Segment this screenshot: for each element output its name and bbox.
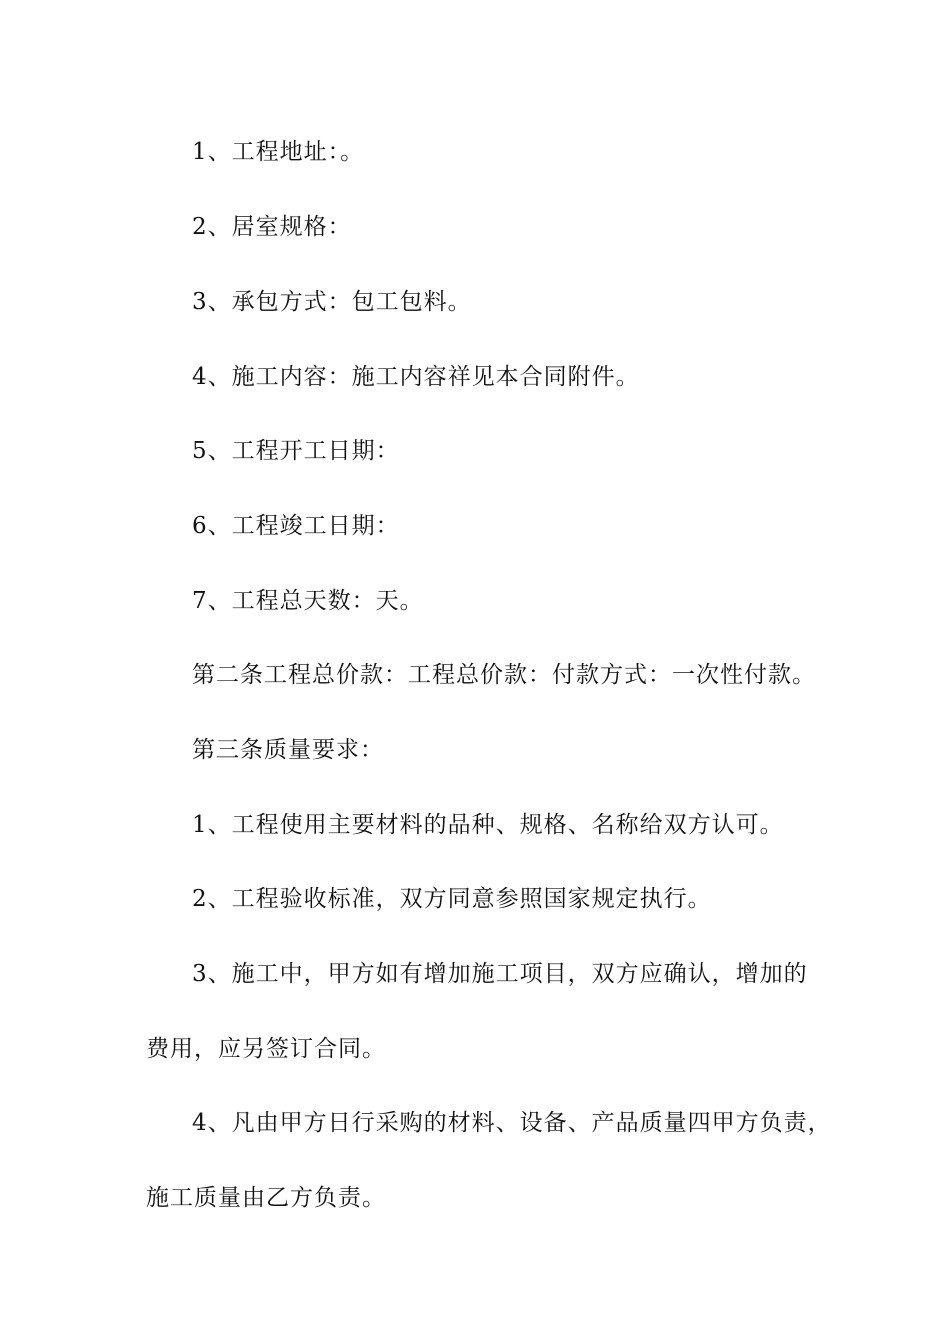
quality-item-3-line-2: 费用，应另签订合同。 [146,1036,386,1062]
item-start-date: 5、工程开工日期： [192,438,400,464]
item-contract-method: 3、承包方式：包工包料。 [192,289,472,315]
item-room-spec: 2、居室规格： [192,214,352,240]
article-two-price: 第二条工程总价款：工程总价款：付款方式：一次性付款。 [192,662,816,688]
quality-item-4-line-1: 4、凡由甲方日行采购的材料、设备、产品质量四甲方负责， [192,1110,832,1136]
quality-item-3-line-1: 3、施工中，甲方如有增加施工项目，双方应确认，增加的 [192,961,808,987]
quality-item-2: 2、工程验收标准，双方同意参照国家规定执行。 [192,886,712,912]
item-total-days: 7、工程总天数：天。 [192,588,424,614]
item-completion-date: 6、工程竣工日期： [192,513,400,539]
quality-item-1: 1、工程使用主要材料的品种、规格、名称给双方认可。 [192,812,784,838]
item-construction-content: 4、施工内容：施工内容祥见本合同附件。 [192,364,640,390]
item-project-address: 1、工程地址：。 [192,139,365,165]
article-three-heading: 第三条质量要求： [192,737,384,763]
quality-item-4-line-2: 施工质量由乙方负责。 [146,1185,386,1211]
